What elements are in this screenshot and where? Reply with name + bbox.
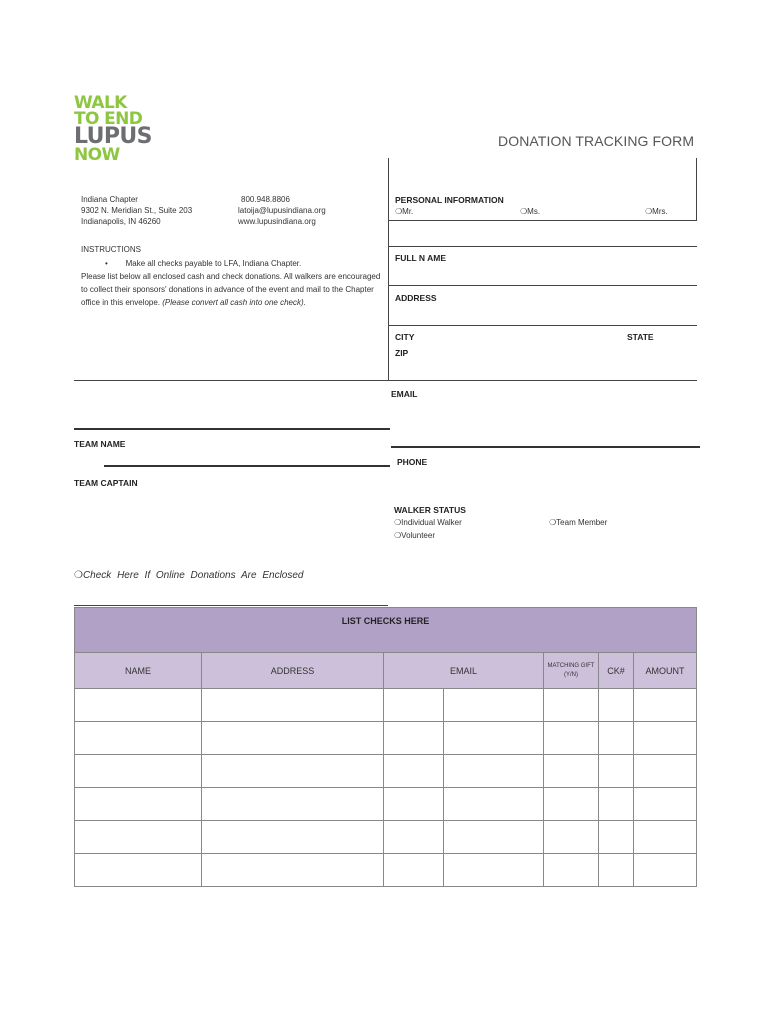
table-row [75,821,697,854]
cell-matching[interactable] [544,689,599,722]
cell-address[interactable] [202,854,384,887]
table-row [75,788,697,821]
cell-email-b[interactable] [444,722,544,755]
checks-table [74,607,697,887]
cell-email-a[interactable] [384,854,444,887]
title-ms-radio[interactable]: ❍Ms. [520,207,541,216]
table-row [75,689,697,722]
state-label: STATE [627,332,654,342]
divider-main [74,380,697,381]
cell-ck[interactable] [599,788,634,821]
phone-label: PHONE [397,457,428,467]
col-ck-header: CK# [599,653,634,689]
col-address-header: ADDRESS [202,653,384,689]
divider-title-row [388,220,697,221]
title-mr-radio[interactable]: ❍Mr. [395,207,414,216]
checks-table-header [75,653,697,689]
instructions-note: (Please convert all cash into one check). [162,298,306,307]
cell-name[interactable] [75,755,202,788]
cell-ck[interactable] [599,854,634,887]
col-amount-header: AMOUNT [634,653,697,689]
email-line[interactable] [391,446,700,448]
online-donations-checkbox[interactable]: ❍Check Here If Online Donations Are Enclosed [74,570,304,581]
form-title: DONATION TRACKING FORM [498,133,695,149]
personal-info-heading: PERSONAL INFORMATION [395,195,504,205]
cell-email-b[interactable] [444,689,544,722]
team-captain-label: TEAM CAPTAIN [74,478,138,488]
divider-city-top [388,325,697,326]
email-label: EMAIL [391,389,418,399]
address-label: ADDRESS [395,293,437,303]
cell-name[interactable] [75,689,202,722]
org-email[interactable]: latoija@lupusindiana.org [238,206,326,215]
zip-label: ZIP [395,348,409,358]
walker-status-heading: WALKER STATUS [394,505,466,515]
divider-name-top [388,246,697,247]
cell-email-b[interactable] [444,854,544,887]
city-label: CITY [395,332,415,342]
instructions-bullet-text: Make all checks payable to LFA, Indiana Chapter. [125,259,302,268]
instructions [81,243,381,309]
cell-matching[interactable] [544,722,599,755]
divider-vertical-left [388,158,389,380]
online-divider [74,605,388,606]
cell-matching[interactable] [544,854,599,887]
cell-email-a[interactable] [384,755,444,788]
table-row [75,722,697,755]
org-contact [238,194,326,227]
cell-name[interactable] [75,854,202,887]
full-name-label: FULL N AME [395,253,446,263]
cell-amount[interactable] [634,854,697,887]
org-phone: 800.948.8806 [241,195,290,204]
cell-ck[interactable] [599,722,634,755]
table-row [75,854,697,887]
cell-email-b[interactable] [444,821,544,854]
cell-email-b[interactable] [444,788,544,821]
cell-amount[interactable] [634,755,697,788]
cell-ck[interactable] [599,821,634,854]
cell-email-a[interactable] [384,788,444,821]
org-city: Indianapolis, IN 46260 [81,217,161,226]
org-street: 9302 N. Meridian St., Suite 203 [81,206,193,215]
cell-address[interactable] [202,821,384,854]
divider-vertical-right [696,158,697,220]
col-name-header: NAME [75,653,202,689]
cell-matching[interactable] [544,788,599,821]
cell-address[interactable] [202,689,384,722]
org-address [81,194,192,227]
walk-to-end-lupus-logo [74,93,152,165]
cell-amount[interactable] [634,788,697,821]
logo-line-2: TO END [74,109,143,129]
cell-ck[interactable] [599,689,634,722]
cell-address[interactable] [202,722,384,755]
cell-email-a[interactable] [384,821,444,854]
team-captain-line[interactable] [104,465,390,467]
cell-name[interactable] [75,821,202,854]
instructions-heading: INSTRUCTIONS [81,245,141,254]
individual-walker-radio[interactable]: ❍Individual Walker [394,518,462,527]
logo-line-4: NOW [74,145,120,165]
cell-matching[interactable] [544,821,599,854]
org-chapter: Indiana Chapter [81,195,138,204]
cell-email-a[interactable] [384,689,444,722]
logo-line-1: WALK [74,93,127,113]
instructions-text: Please list below all enclosed cash and check donations. All walkers are encouraged to collect their sponsors' donations in advance of the event and mail to the Chapter office in this envelope. [81,272,381,307]
cell-address[interactable] [202,755,384,788]
cell-amount[interactable] [634,821,697,854]
title-mrs-radio[interactable]: ❍Mrs. [645,207,668,216]
checks-table-title: LIST CHECKS HERE [75,608,697,653]
team-name-line[interactable] [74,428,390,430]
col-matching-gift-header: MATCHING GIFT (Y/N) [544,653,599,689]
team-member-radio[interactable]: ❍Team Member [549,518,608,527]
divider-address-top [388,285,697,286]
cell-amount[interactable] [634,722,697,755]
logo-line-3: LUPUS [74,124,152,149]
instructions-body [81,270,381,309]
instructions-bullet: • Make all checks payable to LFA, Indiana Chapter. [105,259,302,268]
cell-email-a[interactable] [384,722,444,755]
cell-address[interactable] [202,788,384,821]
cell-name[interactable] [75,788,202,821]
cell-name[interactable] [75,722,202,755]
cell-email-b[interactable] [444,755,544,788]
volunteer-radio[interactable]: ❍Volunteer [394,531,435,540]
cell-matching[interactable] [544,755,599,788]
cell-ck[interactable] [599,755,634,788]
org-website[interactable]: www.lupusindiana.org [238,217,316,226]
cell-amount[interactable] [634,689,697,722]
col-email-header: EMAIL [384,653,544,689]
team-name-label: TEAM NAME [74,439,126,449]
table-row [75,755,697,788]
